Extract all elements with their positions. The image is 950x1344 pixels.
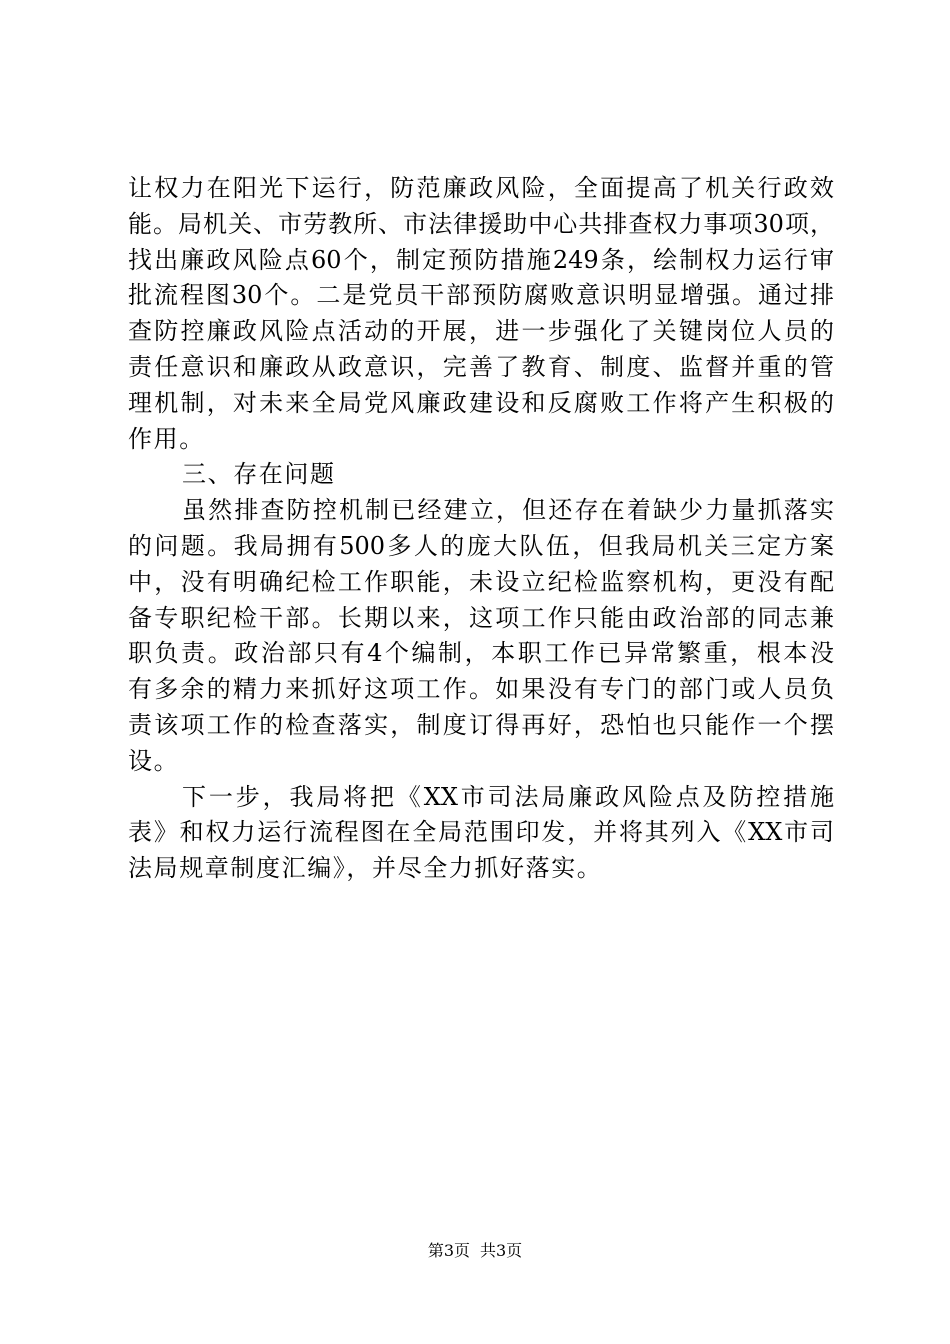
- text-line: 让权力在阳光下运行，防范廉政风险，全面提高了机关行政效: [128, 174, 834, 202]
- text-line: 设。: [128, 746, 180, 775]
- section-heading: 三、存在问题: [182, 460, 336, 489]
- text-line: 责该项工作的检查落实，制度订得再好，恐怕也只能作一个摆: [128, 710, 834, 739]
- text-line: 查防控廉政风险点活动的开展，进一步强化了关键岗位人员的: [128, 317, 834, 346]
- text-line: 的问题。我局拥有500多人的庞大队伍，但我局机关三定方案: [128, 531, 834, 560]
- text-line: 理机制，对未来全局党风廉政建设和反腐败工作将产生积极的: [128, 388, 834, 417]
- text-line: 备专职纪检干部。长期以来，这项工作只能由政治部的同志兼: [128, 603, 834, 632]
- text-line: 职负责。政治部只有4个编制，本职工作已异常繁重，根本没: [128, 639, 834, 668]
- text-line: 批流程图30个。二是党员干部预防腐败意识明显增强。通过排: [128, 281, 834, 310]
- document-body: [128, 171, 834, 887]
- text-line: 能。局机关、市劳教所、市法律援助中心共排查权力事项30项，: [128, 209, 834, 238]
- text-line: 法局规章制度汇编》，并尽全力抓好落实。: [128, 854, 603, 883]
- page-footer: [0, 1241, 950, 1261]
- page-number-total: 共3页: [480, 1241, 523, 1260]
- page-number-current: 第3页: [427, 1241, 470, 1260]
- text-line: 中，没有明确纪检工作职能，未设立纪检监察机构，更没有配: [128, 567, 834, 596]
- text-line: 下一步，我局将把《XX市司法局廉政风险点及防控措施: [182, 782, 834, 811]
- text-line: 责任意识和廉政从政意识，完善了教育、制度、监督并重的管: [128, 352, 834, 381]
- text-line: 有多余的精力来抓好这项工作。如果没有专门的部门或人员负: [128, 675, 834, 704]
- text-line: 作用。: [128, 424, 205, 453]
- text-line: 虽然排查防控机制已经建立，但还存在着缺少力量抓落实: [182, 496, 834, 525]
- text-line: 找出廉政风险点60个，制定预防措施249条，绘制权力运行审: [128, 245, 834, 274]
- text-line: 表》和权力运行流程图在全局范围印发，并将其列入《XX市司: [128, 818, 834, 847]
